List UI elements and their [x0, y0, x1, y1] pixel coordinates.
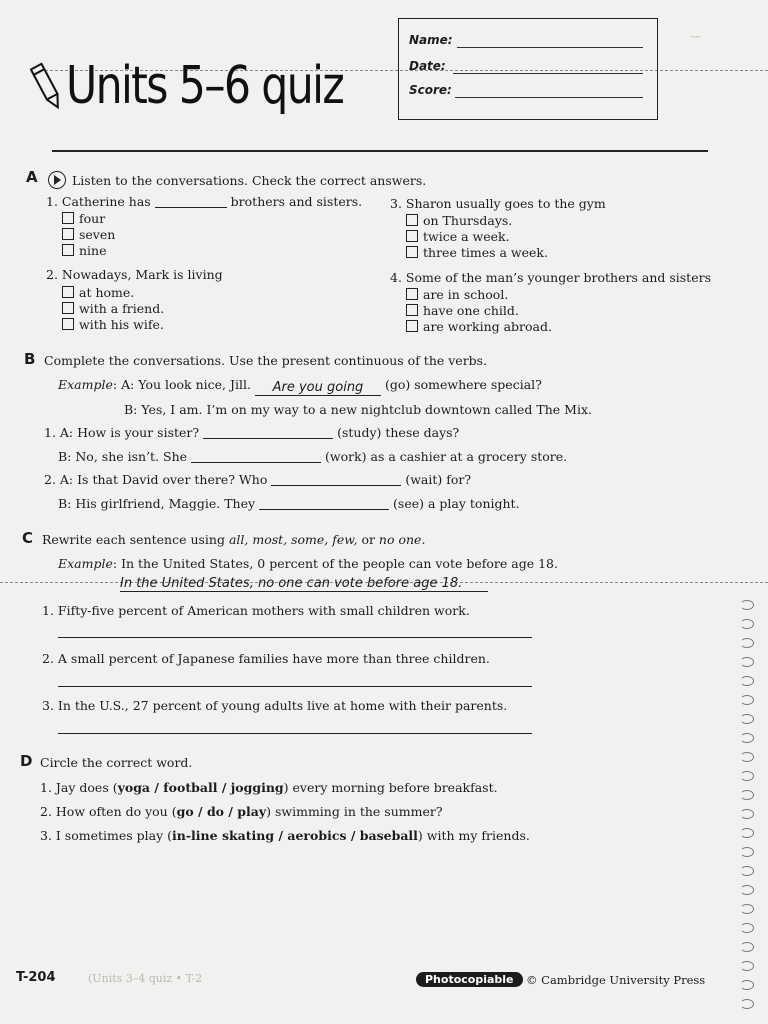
- c-q1-answer-line[interactable]: [58, 637, 532, 638]
- section-d-instruction: Circle the correct word.: [40, 755, 193, 770]
- spiral-hole: [740, 961, 754, 971]
- b-q2a-blank[interactable]: [271, 473, 401, 486]
- checkbox[interactable]: [62, 244, 74, 256]
- c-example: Example: In the United States, 0 percent of the people can vote before age 18.: [58, 556, 558, 571]
- a-q1-stem: 1. Catherine has brothers and sisters.: [46, 194, 363, 209]
- a-q4-option[interactable]: have one child.: [406, 303, 519, 318]
- spiral-hole: [740, 847, 754, 857]
- checkbox[interactable]: [62, 302, 74, 314]
- name-field[interactable]: [457, 47, 643, 48]
- date-field[interactable]: [453, 73, 643, 74]
- spiral-hole: [740, 790, 754, 800]
- student-info-box: [398, 18, 658, 120]
- b-example-a: Example: A: You look nice, Jill. Are you going (go) somewhere special?: [58, 377, 542, 395]
- checkbox[interactable]: [406, 304, 418, 316]
- a-q2-stem: 2. Nowadays, Mark is living: [46, 267, 223, 282]
- b-q1a-blank[interactable]: [203, 426, 333, 439]
- bleed-through-text: —: [690, 30, 701, 43]
- b-q2-a: 2. A: Is that David over there? Who (wait) for?: [44, 472, 472, 487]
- checkbox[interactable]: [406, 214, 418, 226]
- a-q1-option[interactable]: four: [62, 211, 105, 226]
- bleed-through-footer: (Units 3–4 quiz • T-2: [88, 972, 203, 985]
- name-label: Name:: [409, 33, 453, 47]
- spiral-hole: [740, 695, 754, 705]
- section-b-instruction: Complete the conversations. Use the present continuous of the verbs.: [44, 353, 488, 368]
- d-q1-choices[interactable]: yoga / football / jogging: [117, 780, 284, 795]
- checkbox[interactable]: [406, 230, 418, 242]
- checkbox[interactable]: [406, 288, 418, 300]
- spiral-hole: [740, 923, 754, 933]
- a-q3-option[interactable]: on Thursdays.: [406, 213, 512, 228]
- c-q2: 2. A small percent of Japanese families have more than three children.: [42, 651, 490, 666]
- spiral-hole: [740, 752, 754, 762]
- a-q2-option[interactable]: with a friend.: [62, 301, 164, 316]
- b-q1b-blank[interactable]: [191, 450, 321, 463]
- spiral-hole: [740, 733, 754, 743]
- a-q1-option[interactable]: nine: [62, 243, 107, 258]
- section-b-letter: B: [24, 350, 36, 368]
- a-q1-blank[interactable]: [155, 195, 227, 208]
- spiral-hole: [740, 809, 754, 819]
- checkbox[interactable]: [406, 246, 418, 258]
- spiral-hole: [740, 980, 754, 990]
- spiral-hole: [740, 771, 754, 781]
- spiral-hole: [740, 904, 754, 914]
- checkbox[interactable]: [406, 320, 418, 332]
- spiral-hole: [740, 676, 754, 686]
- a-q4-stem: 4. Some of the man’s younger brothers and sisters: [390, 270, 711, 285]
- checkbox[interactable]: [62, 318, 74, 330]
- header-rule: [52, 150, 708, 152]
- audio-play-icon[interactable]: [48, 171, 66, 189]
- score-field[interactable]: [455, 97, 643, 98]
- spiral-hole: [740, 866, 754, 876]
- spiral-hole: [740, 600, 754, 610]
- spiral-hole: [740, 619, 754, 629]
- d-q3-choices[interactable]: in-line skating / aerobics / baseball: [172, 828, 418, 843]
- date-label: Date:: [409, 59, 446, 73]
- a-q1-option[interactable]: seven: [62, 227, 115, 242]
- pencil-icon: [30, 60, 64, 114]
- a-q2-option[interactable]: at home.: [62, 285, 134, 300]
- section-a-letter: A: [26, 168, 38, 186]
- a-q2-option[interactable]: with his wife.: [62, 317, 164, 332]
- section-c-instruction: Rewrite each sentence using all, most, some, few, or no one.: [42, 532, 426, 547]
- spiral-hole: [740, 828, 754, 838]
- d-q1: 1. Jay does (yoga / football / jogging) every morning before breakfast.: [40, 780, 498, 795]
- c-example-answer: In the United States, no one can vote before age 18.: [120, 576, 488, 592]
- a-q3-stem: 3. Sharon usually goes to the gym: [390, 196, 606, 211]
- checkbox[interactable]: [62, 228, 74, 240]
- a-q3-option[interactable]: three times a week.: [406, 245, 548, 260]
- spiral-hole: [740, 942, 754, 952]
- b-q1-b: B: No, she isn’t. She (work) as a cashier at a grocery store.: [58, 449, 568, 464]
- c-q2-answer-line[interactable]: [58, 686, 532, 687]
- page-title: Units 5–6 quiz: [66, 56, 344, 116]
- b-q2b-blank[interactable]: [259, 497, 389, 510]
- spiral-hole: [740, 657, 754, 667]
- a-q4-option[interactable]: are working abroad.: [406, 319, 552, 334]
- section-a-instruction: Listen to the conversations. Check the correct answers.: [48, 171, 426, 189]
- b-example-answer: Are you going: [255, 380, 381, 396]
- checkbox[interactable]: [62, 286, 74, 298]
- d-q3: 3. I sometimes play (in-line skating / aerobics / baseball) with my friends.: [40, 828, 530, 843]
- spiral-hole: [740, 714, 754, 724]
- b-q1-a: 1. A: How is your sister? (study) these days?: [44, 425, 460, 440]
- d-q2: 2. How often do you (go / do / play) swimming in the summer?: [40, 804, 443, 819]
- copyright-text: © Cambridge University Press: [526, 973, 706, 987]
- photocopiable-badge: Photocopiable: [416, 972, 523, 987]
- c-q1: 1. Fifty-five percent of American mothers with small children work.: [42, 603, 470, 618]
- section-c-letter: C: [22, 529, 34, 547]
- b-example-b: B: Yes, I am. I’m on my way to a new nightclub downtown called The Mix.: [124, 402, 592, 417]
- spiral-hole: [740, 638, 754, 648]
- score-label: Score:: [409, 83, 452, 97]
- b-q2-b: B: His girlfriend, Maggie. They (see) a play tonight.: [58, 496, 520, 511]
- a-q4-option[interactable]: are in school.: [406, 287, 508, 302]
- spiral-hole: [740, 885, 754, 895]
- section-d-letter: D: [20, 752, 33, 770]
- checkbox[interactable]: [62, 212, 74, 224]
- a-q3-option[interactable]: twice a week.: [406, 229, 510, 244]
- page-number: T-204: [16, 970, 56, 985]
- c-q3-answer-line[interactable]: [58, 733, 532, 734]
- spiral-hole: [740, 999, 754, 1009]
- c-q3: 3. In the U.S., 27 percent of young adults live at home with their parents.: [42, 698, 508, 713]
- d-q2-choices[interactable]: go / do / play: [176, 804, 267, 819]
